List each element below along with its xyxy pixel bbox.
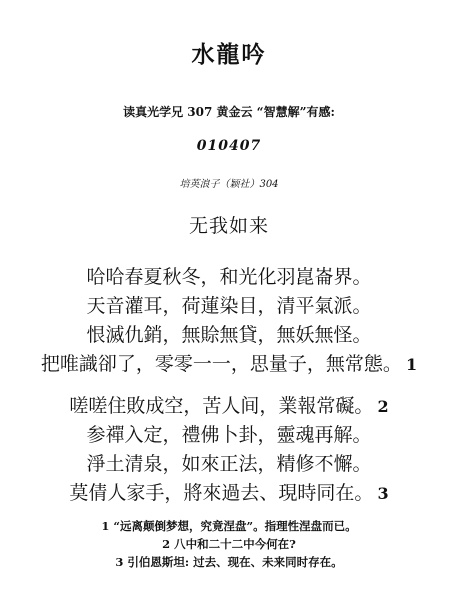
stanza-2 [0,392,458,508]
footnote: 1 “远离颠倒梦想，究竟涅盘”。指理性涅盘而已。 [101,519,357,533]
verse-text: 恨滅仇銷，無賒無貸，無妖無怪。 [86,324,372,346]
poem-author: 培英浪子（颖社）304 [179,179,279,190]
stanza-1 [0,263,458,379]
verse-text: 嗟嗟住敗成空，苦人间，業報常礙。 [69,395,374,417]
verse-line [0,350,458,379]
poem-title: 水龍吟 [191,41,267,68]
footnote-marker: 3 [377,484,389,503]
verse-text: 莫倩人家手，將來過去、現時同在。 [69,482,374,504]
verse-text: 淨土清泉，如來正法，精修不懈。 [86,453,372,475]
footnote: 2 八中和二十二中今何在? [162,537,296,551]
verse-line [0,479,458,508]
verse-text: 把唯識卻了，零零一一，思量子，無常態。 [40,353,402,375]
footnotes [0,517,458,571]
verse-line [0,421,458,450]
verse-line [0,450,458,479]
footnote: 3 引伯恩斯坦: 过去、现在、未来同时存在。 [115,555,343,569]
verse-line [0,263,458,292]
verse-text: 天音灌耳，荷蓮染目，清平氣派。 [86,295,372,317]
poem-heading: 无我如来 [188,215,269,237]
poem-date: 010407 [196,138,262,154]
verse-text: 哈哈春夏秋冬，和光化羽崑崙界。 [86,266,372,288]
verse-line [0,392,458,421]
verse-line [0,321,458,350]
verse-text: 参禪入定，禮佛卜卦，靈魂再解。 [86,424,372,446]
poem-subtitle: 读真光学兄 307 黄金云 “智慧解”有感: [123,105,335,119]
footnote-marker: 2 [377,397,389,416]
verse-line [0,292,458,321]
footnote-marker: 1 [405,355,418,374]
